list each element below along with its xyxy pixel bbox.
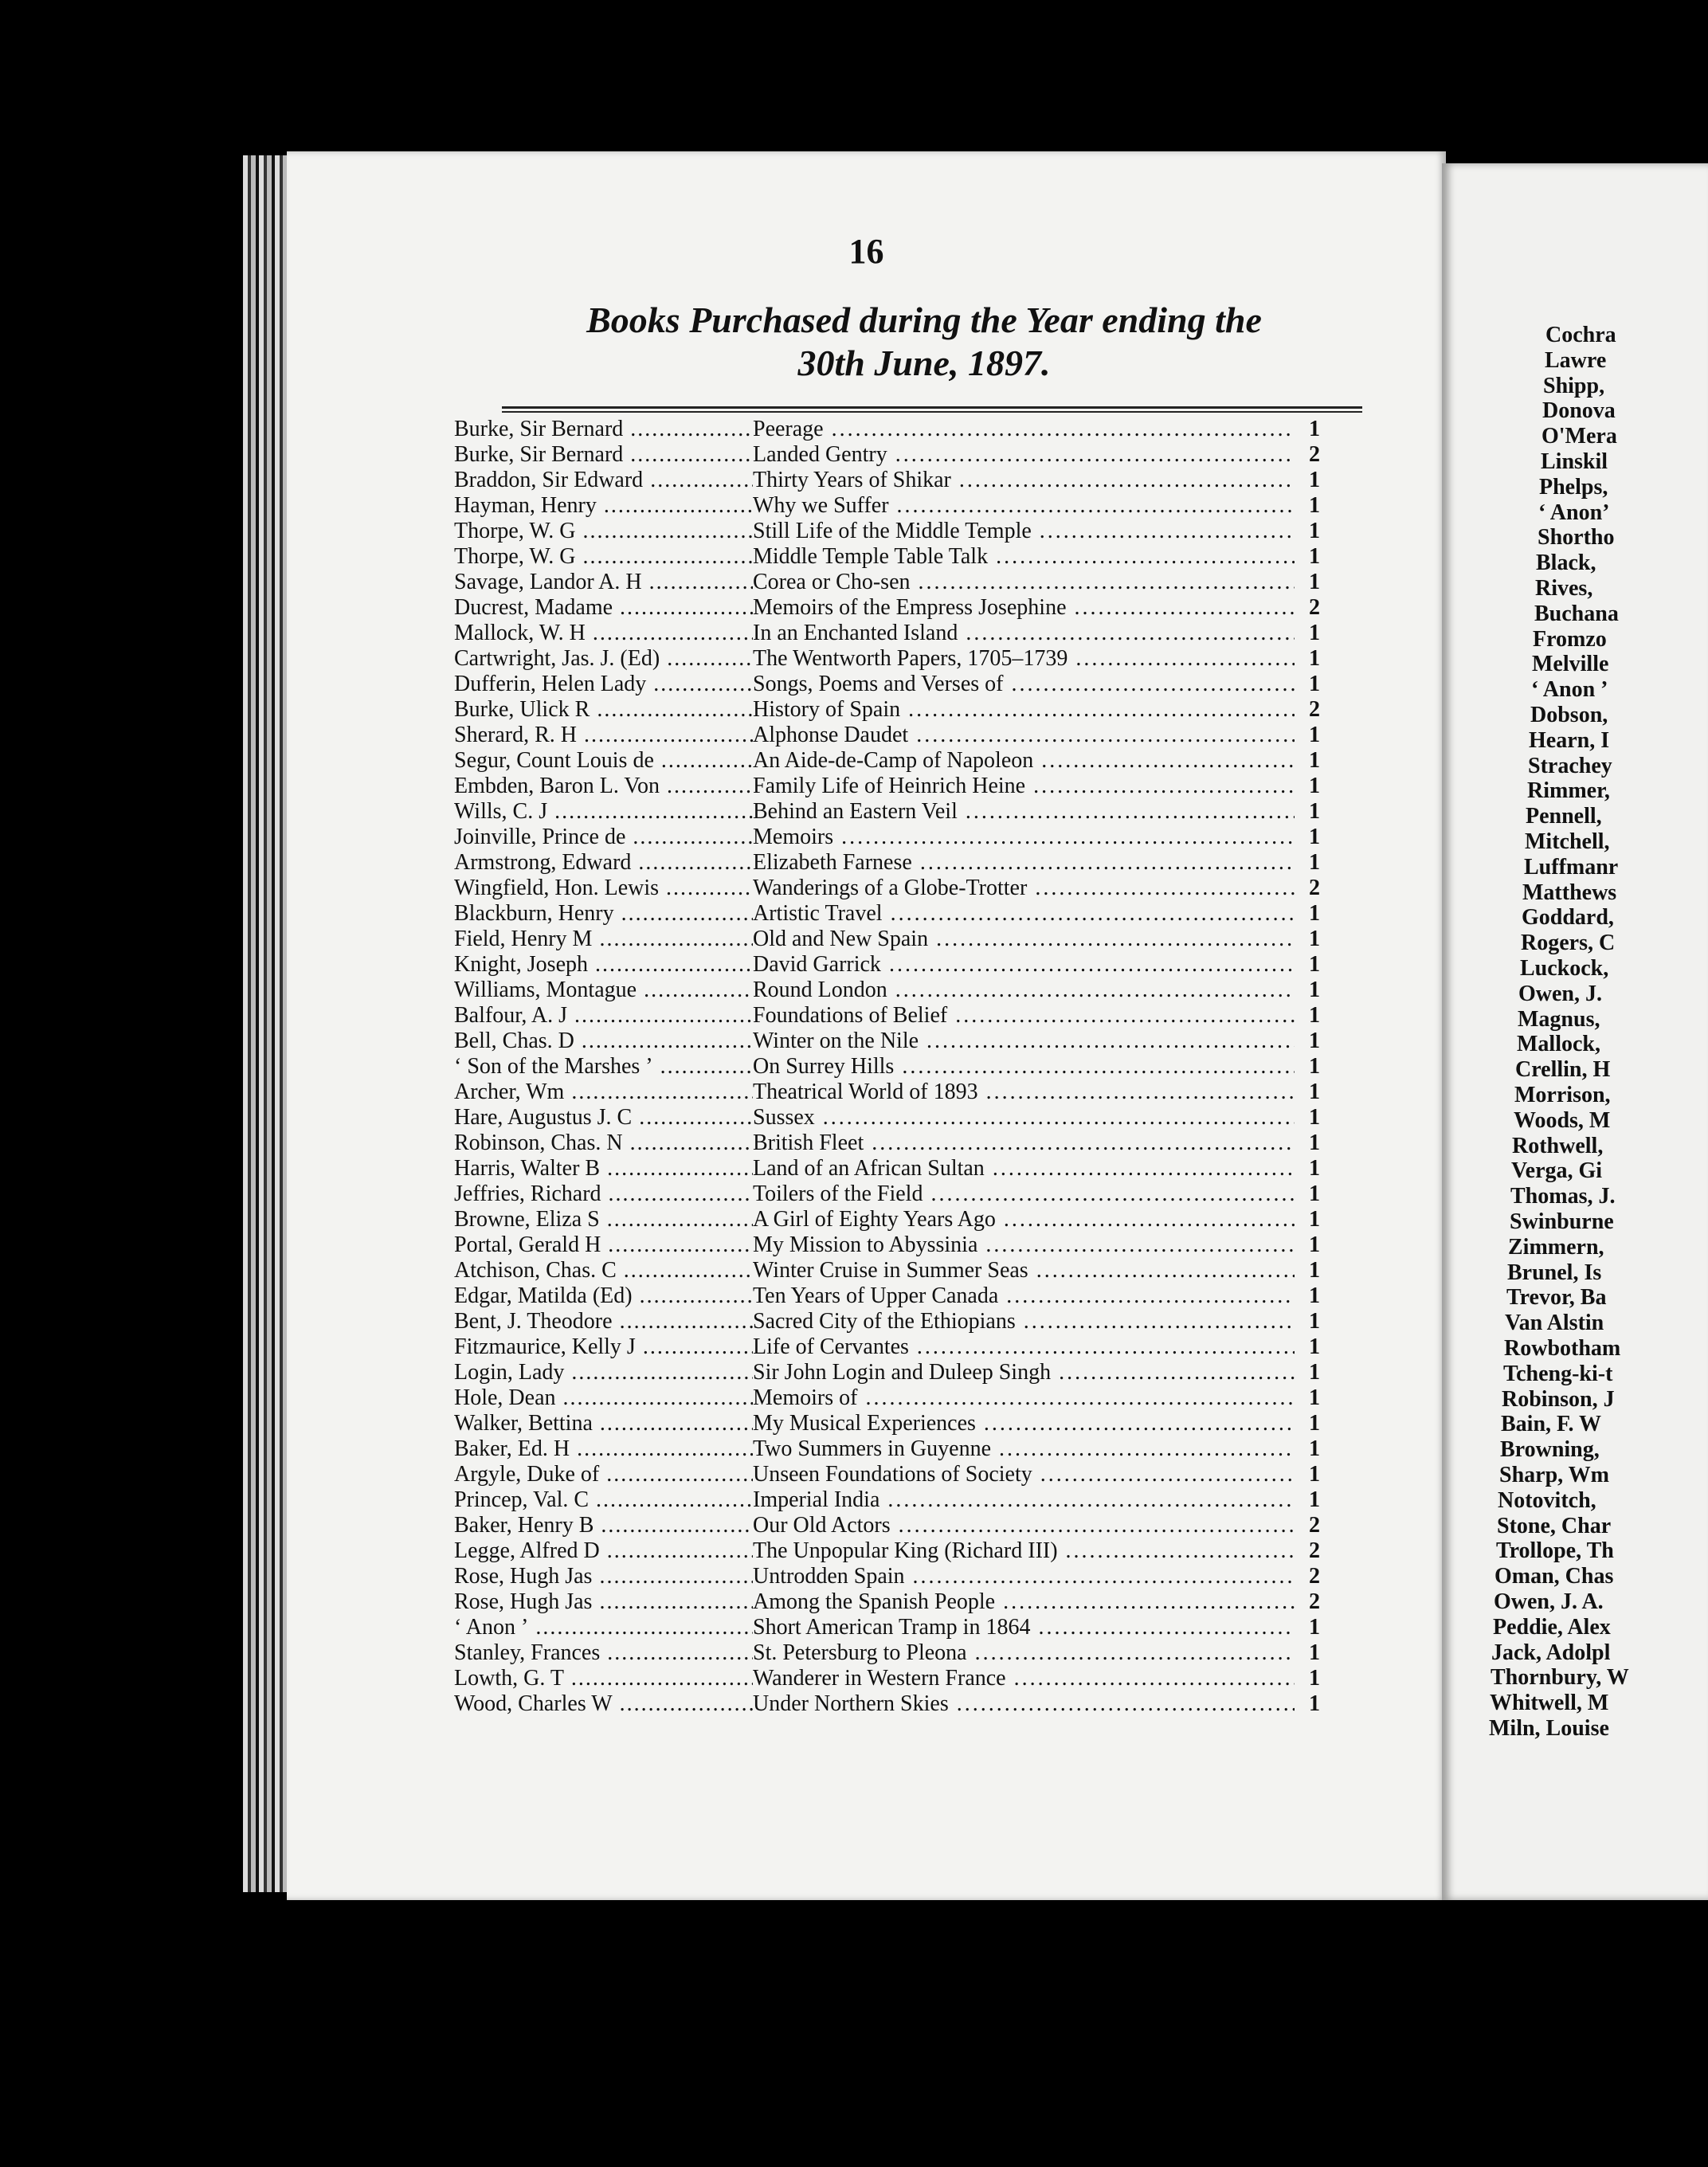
entry-author: Browne, Eliza S ..... [454, 1207, 753, 1232]
entry-count: 2 [1309, 1513, 1320, 1538]
book-entry [454, 1691, 1378, 1717]
book-entry [454, 1283, 1378, 1309]
entry-title: On Surrey Hills ..... [753, 1054, 1295, 1080]
entry-title: Sir John Login and Duleep Singh ..... [753, 1360, 1295, 1385]
entry-title: Songs, Poems and Verses of ..... [753, 672, 1295, 697]
entry-author: Bell, Chas. D ..... [454, 1029, 753, 1054]
entry-count: 1 [1309, 1487, 1320, 1512]
entry-title: An Aide-de-Camp of Napoleon ..... [753, 748, 1295, 774]
entry-title: Alphonse Daudet ..... [753, 723, 1295, 748]
right-page-entry: Pennell, [1526, 804, 1602, 829]
right-page-entry: Notovitch, [1498, 1487, 1596, 1513]
entry-author: Segur, Count Louis de ..... [454, 748, 753, 774]
entry-title: Our Old Actors ..... [753, 1513, 1295, 1538]
book-entry [454, 1666, 1378, 1691]
entry-count: 1 [1309, 1181, 1320, 1206]
entry-author: Burke, Sir Bernard ..... [454, 442, 753, 468]
entry-count: 1 [1309, 748, 1320, 773]
entry-title: Sacred City of the Ethiopians ..... [753, 1309, 1295, 1334]
entry-author: Stanley, Frances ..... [454, 1640, 753, 1666]
right-page-entry: Fromzo [1533, 626, 1607, 652]
entry-count: 1 [1309, 1462, 1320, 1487]
entry-author: Harris, Walter B ..... [454, 1156, 753, 1181]
right-page-entry: Phelps, [1539, 474, 1608, 500]
entry-title: Elizabeth Farnese ..... [753, 850, 1295, 876]
entry-title: The Unpopular King (Richard III) ..... [753, 1538, 1295, 1564]
entry-author: Fitzmaurice, Kelly J ..... [454, 1334, 753, 1360]
entry-author: Burke, Ulick R ..... [454, 697, 753, 723]
right-page-entry: Cochra [1545, 323, 1616, 347]
book-entry [454, 1334, 1378, 1360]
entry-author: Argyle, Duke of ..... [454, 1462, 753, 1487]
entry-title: Winter Cruise in Summer Seas ..... [753, 1258, 1295, 1283]
book-entry [454, 1538, 1378, 1564]
entry-author: ‘ Son of the Marshes ’ ..... [454, 1054, 753, 1080]
entry-title: Theatrical World of 1893 ..... [753, 1080, 1295, 1105]
entry-author: Balfour, A. J ..... [454, 1003, 753, 1029]
book-entry [454, 1105, 1378, 1131]
entry-author: Legge, Alfred D ..... [454, 1538, 753, 1564]
entry-count: 1 [1309, 952, 1320, 977]
entry-title: Memoirs of the Empress Josephine ..... [753, 595, 1295, 621]
right-page-entry: Jack, Adolpl [1491, 1640, 1611, 1665]
book-entry [454, 1360, 1378, 1385]
entry-title: History of Spain ..... [753, 697, 1295, 723]
entry-count: 1 [1309, 1360, 1320, 1385]
right-page-entry: Owen, J. A. [1494, 1589, 1604, 1614]
entry-author: Mallock, W. H ..... [454, 621, 753, 646]
right-page-entry: O'Mera [1542, 424, 1617, 449]
book-entry [454, 1029, 1378, 1054]
entry-count: 1 [1309, 927, 1320, 951]
entry-count: 1 [1309, 1105, 1320, 1130]
entry-count: 1 [1309, 1640, 1320, 1665]
book-entry [454, 927, 1378, 952]
right-page-entry: Stone, Char [1497, 1513, 1612, 1538]
book-entry [454, 442, 1378, 468]
entry-count: 1 [1309, 1054, 1320, 1079]
entry-author: Dufferin, Helen Lady ..... [454, 672, 753, 697]
book-entry [454, 799, 1378, 825]
book-entry [454, 1232, 1378, 1258]
right-page-entry: Brunel, Is [1507, 1260, 1602, 1285]
entry-title: My Mission to Abyssinia ..... [753, 1232, 1295, 1258]
entry-count: 2 [1309, 442, 1320, 467]
entry-title: Still Life of the Middle Temple ..... [753, 519, 1295, 544]
entry-title: Winter on the Nile ..... [753, 1029, 1295, 1054]
entry-count: 1 [1309, 621, 1320, 645]
entry-author: Wood, Charles W ..... [454, 1691, 753, 1717]
page-title [486, 299, 1362, 385]
entry-count: 1 [1309, 1029, 1320, 1053]
entry-count: 2 [1309, 595, 1320, 620]
entry-count: 1 [1309, 493, 1320, 518]
right-page-entry: Linskil [1541, 449, 1608, 474]
entry-count: 1 [1309, 1156, 1320, 1181]
right-page-entry: Robinson, J [1502, 1386, 1615, 1412]
entry-title: Family Life of Heinrich Heine ..... [753, 774, 1295, 799]
entry-author: Login, Lady ..... [454, 1360, 753, 1385]
entry-title: In an Enchanted Island ..... [753, 621, 1295, 646]
book-entry [454, 876, 1378, 901]
entry-count: 1 [1309, 1258, 1320, 1283]
right-page [1442, 163, 1708, 1900]
right-page-entry: Trollope, Th [1496, 1538, 1614, 1564]
entry-title: Corea or Cho-sen ..... [753, 570, 1295, 595]
entry-count: 1 [1309, 1385, 1320, 1410]
entry-count: 1 [1309, 417, 1320, 441]
entry-author: Rose, Hugh Jas ..... [454, 1564, 753, 1589]
entry-count: 1 [1309, 1080, 1320, 1104]
book-entry [454, 1513, 1378, 1538]
entry-title: Imperial India ..... [753, 1487, 1295, 1513]
entry-count: 1 [1309, 1436, 1320, 1461]
right-page-entry: Swinburne [1510, 1209, 1614, 1234]
entry-author: Savage, Landor A. H ..... [454, 570, 753, 595]
entry-author: Field, Henry M ..... [454, 927, 753, 952]
book-entry [454, 1131, 1378, 1156]
entry-count: 2 [1309, 1538, 1320, 1563]
entry-author: Sherard, R. H ..... [454, 723, 753, 748]
right-page-entry: Sharp, Wm [1499, 1463, 1609, 1487]
book-entry [454, 468, 1378, 493]
right-page-entry: Shipp, [1543, 373, 1605, 398]
right-page-entry: Woods, M [1514, 1107, 1611, 1133]
entry-count: 1 [1309, 519, 1320, 543]
book-entry [454, 748, 1378, 774]
entry-count: 1 [1309, 570, 1320, 594]
entry-count: 1 [1309, 1666, 1320, 1691]
right-page-entry: Bain, F. W [1501, 1412, 1602, 1437]
entry-author: Hayman, Henry ..... [454, 493, 753, 519]
entry-title: Artistic Travel ..... [753, 901, 1295, 927]
right-page-entry: Rothwell, [1512, 1133, 1604, 1158]
entry-count: 1 [1309, 544, 1320, 569]
right-page-entry: Luckock, [1520, 956, 1609, 981]
book-binding [243, 155, 291, 1892]
right-page-entry: Miln, Louise [1489, 1716, 1609, 1741]
entry-author: Blackburn, Henry ..... [454, 901, 753, 927]
right-page-entry: Thomas, J. [1510, 1184, 1616, 1209]
entry-count: 1 [1309, 1334, 1320, 1359]
book-entry [454, 646, 1378, 672]
book-entry [454, 1003, 1378, 1029]
book-entry [454, 697, 1378, 723]
entry-author: Burke, Sir Bernard ..... [454, 417, 753, 442]
book-entry [454, 1385, 1378, 1411]
entry-title: Life of Cervantes ..... [753, 1334, 1295, 1360]
entry-count: 1 [1309, 1691, 1320, 1716]
entry-count: 1 [1309, 799, 1320, 824]
right-page-entry: Melville [1532, 652, 1609, 677]
entry-title: British Fleet ..... [753, 1131, 1295, 1156]
entry-title: Toilers of the Field ..... [753, 1181, 1295, 1207]
book-entry [454, 493, 1378, 519]
entry-count: 1 [1309, 774, 1320, 798]
entry-author: Atchison, Chas. C ..... [454, 1258, 753, 1283]
right-page-entry: Goddard, [1522, 905, 1614, 931]
entry-title: Two Summers in Guyenne ..... [753, 1436, 1295, 1462]
entry-title: Wanderings of a Globe-Trotter ..... [753, 876, 1295, 901]
entry-count: 1 [1309, 1615, 1320, 1640]
entry-author: Williams, Montague ..... [454, 978, 753, 1003]
entry-author: Wingfield, Hon. Lewis ..... [454, 876, 753, 901]
entry-count: 1 [1309, 850, 1320, 875]
entry-title: The Wentworth Papers, 1705–1739 ..... [753, 646, 1295, 672]
right-page-entry: Zimmern, [1508, 1234, 1604, 1260]
right-page-entry: ‘ Anon ’ [1531, 677, 1608, 703]
right-page-entry: Rogers, C [1521, 931, 1616, 956]
entry-count: 1 [1309, 1232, 1320, 1257]
entry-author: Hole, Dean ..... [454, 1385, 753, 1411]
entry-title: St. Petersburg to Pleona ..... [753, 1640, 1295, 1666]
entry-author: Baker, Ed. H ..... [454, 1436, 753, 1462]
entry-title: Among the Spanish People ..... [753, 1589, 1295, 1615]
right-page-entry: Trevor, Ba [1506, 1285, 1607, 1311]
entry-title: Land of an African Sultan ..... [753, 1156, 1295, 1181]
entry-author: Rose, Hugh Jas ..... [454, 1589, 753, 1615]
entry-author: Armstrong, Edward ..... [454, 850, 753, 876]
book-entry [454, 723, 1378, 748]
entry-title: Ten Years of Upper Canada ..... [753, 1283, 1295, 1309]
entry-count: 1 [1309, 646, 1320, 671]
right-page-entry: Donova [1542, 398, 1616, 424]
entry-title: A Girl of Eighty Years Ago ..... [753, 1207, 1295, 1232]
entry-title: Wanderer in Western France ..... [753, 1666, 1295, 1691]
entry-author: Bent, J. Theodore ..... [454, 1309, 753, 1334]
entry-count: 1 [1309, 468, 1320, 492]
right-page-entry: Lawre [1545, 347, 1607, 373]
right-page-entry: Luffmanr [1524, 854, 1619, 880]
title-line-1: Books Purchased during the Year ending the [586, 300, 1262, 340]
entry-count: 1 [1309, 1309, 1320, 1334]
right-page-entry: Strachey [1528, 753, 1612, 778]
right-page-entry: Matthews [1522, 880, 1617, 905]
book-entry [454, 621, 1378, 646]
page-number: 16 [848, 232, 884, 271]
entry-author: Archer, Wm ..... [454, 1080, 753, 1105]
entry-title: Landed Gentry ..... [753, 442, 1295, 468]
entry-title: Peerage ..... [753, 417, 1295, 442]
entry-title: Sussex ..... [753, 1105, 1295, 1131]
entry-author: Princep, Val. C ..... [454, 1487, 753, 1513]
right-page-entry: Rives, [1535, 576, 1593, 601]
book-entry [454, 1309, 1378, 1334]
entry-count: 1 [1309, 672, 1320, 696]
entry-title: Behind an Eastern Veil ..... [753, 799, 1295, 825]
book-entry [454, 850, 1378, 876]
entry-title: Under Northern Skies ..... [753, 1691, 1295, 1717]
book-entry [454, 1589, 1378, 1615]
right-page-entry: Magnus, [1518, 1006, 1600, 1032]
right-page-entry: Rowbotham [1504, 1336, 1621, 1361]
entry-count: 1 [1309, 978, 1320, 1002]
right-page-entry: Peddie, Alex [1493, 1614, 1611, 1640]
right-page-entry: Buchana [1534, 601, 1619, 626]
right-page-entry: Browning, [1500, 1437, 1600, 1463]
right-page-entry: Dobson, [1530, 703, 1608, 727]
right-page-entry: Mitchell, [1525, 829, 1610, 854]
book-entry [454, 1054, 1378, 1080]
entry-author: Wills, C. J ..... [454, 799, 753, 825]
entry-count: 1 [1309, 825, 1320, 849]
entry-count: 1 [1309, 901, 1320, 926]
book-entry [454, 978, 1378, 1003]
entry-count: 1 [1309, 1283, 1320, 1308]
book-entry [454, 1181, 1378, 1207]
right-page-entry: Hearn, I [1529, 727, 1610, 753]
book-entry [454, 1436, 1378, 1462]
entry-count: 2 [1309, 697, 1320, 722]
right-page-entry: Morrison, [1514, 1083, 1611, 1107]
book-entry [454, 1640, 1378, 1666]
right-page-entry: Oman, Chas [1494, 1564, 1614, 1589]
entry-author: Edgar, Matilda (Ed) ..... [454, 1283, 753, 1309]
entry-author: Robinson, Chas. N ..... [454, 1131, 753, 1156]
entry-count: 2 [1309, 1564, 1320, 1589]
entry-author: ‘ Anon ’ ..... [454, 1615, 753, 1640]
book-entry [454, 1258, 1378, 1283]
entry-title: My Musical Experiences ..... [753, 1411, 1295, 1436]
book-entry [454, 1615, 1378, 1640]
entry-author: Ducrest, Madame ..... [454, 595, 753, 621]
entry-count: 2 [1309, 876, 1320, 900]
book-entry [454, 1207, 1378, 1232]
entry-title: Foundations of Belief ..... [753, 1003, 1295, 1029]
entry-count: 2 [1309, 1589, 1320, 1614]
entry-author: Walker, Bettina ..... [454, 1411, 753, 1436]
entry-author: Thorpe, W. G ..... [454, 544, 753, 570]
right-page-entry: Rimmer, [1527, 778, 1610, 804]
book-entry [454, 952, 1378, 978]
entry-title: Middle Temple Table Talk ..... [753, 544, 1295, 570]
entry-count: 1 [1309, 1003, 1320, 1028]
entry-count: 1 [1309, 1411, 1320, 1436]
entry-author: Braddon, Sir Edward ..... [454, 468, 753, 493]
book-entry [454, 774, 1378, 799]
title-rule [502, 406, 1362, 413]
entry-author: Embden, Baron L. Von ..... [454, 774, 753, 799]
entry-author: Thorpe, W. G ..... [454, 519, 753, 544]
book-entry [454, 1080, 1378, 1105]
entry-title: Memoirs of ..... [753, 1385, 1295, 1411]
right-page-entry: Owen, J. [1518, 981, 1602, 1006]
entry-title: Old and New Spain ..... [753, 927, 1295, 952]
right-page-entry: Thornbury, W [1491, 1665, 1629, 1691]
book-entry [454, 544, 1378, 570]
book-entry [454, 519, 1378, 544]
right-page-entry: Shortho [1538, 525, 1615, 551]
entry-title: Untrodden Spain ..... [753, 1564, 1295, 1589]
right-page-entry: Van Alstin [1505, 1311, 1604, 1336]
left-page [287, 151, 1446, 1900]
entry-title: David Garrick ..... [753, 952, 1295, 978]
book-entry [454, 825, 1378, 850]
entry-title: Thirty Years of Shikar ..... [753, 468, 1295, 493]
entry-author: Cartwright, Jas. J. (Ed) ..... [454, 646, 753, 672]
entry-author: Knight, Joseph ..... [454, 952, 753, 978]
entry-count: 1 [1309, 1207, 1320, 1232]
book-entry [454, 901, 1378, 927]
right-page-entry: Black, [1536, 551, 1596, 576]
book-entry [454, 417, 1378, 442]
entry-author: Portal, Gerald H ..... [454, 1232, 753, 1258]
book-entry [454, 1462, 1378, 1487]
right-page-entry: Whitwell, M [1490, 1691, 1609, 1716]
right-page-entry: ‘ Anon’ [1538, 500, 1610, 525]
book-entry [454, 1487, 1378, 1513]
right-page-entry: Verga, Gi [1511, 1158, 1603, 1184]
right-page-entry: Mallock, [1517, 1032, 1600, 1057]
book-entry [454, 1564, 1378, 1589]
right-page-entry: Crellin, H [1515, 1057, 1611, 1083]
entry-title: Round London ..... [753, 978, 1295, 1003]
entry-author: Baker, Henry B ..... [454, 1513, 753, 1538]
right-page-entry: Tcheng-ki-t [1503, 1361, 1613, 1386]
book-entry [454, 1156, 1378, 1181]
book-entry [454, 1411, 1378, 1436]
book-entry [454, 570, 1378, 595]
entry-title: Unseen Foundations of Society ..... [753, 1462, 1295, 1487]
book-list [454, 417, 1378, 1717]
book-entry [454, 595, 1378, 621]
entry-title: Memoirs ..... [753, 825, 1295, 850]
entry-author: Hare, Augustus J. C ..... [454, 1105, 753, 1131]
entry-author: Joinville, Prince de ..... [454, 825, 753, 850]
entry-author: Jeffries, Richard ..... [454, 1181, 753, 1207]
title-line-2: 30th June, 1897. [797, 343, 1051, 383]
entry-title: Why we Suffer ..... [753, 493, 1295, 519]
entry-title: Short American Tramp in 1864 ..... [753, 1615, 1295, 1640]
entry-count: 1 [1309, 1131, 1320, 1155]
entry-count: 1 [1309, 723, 1320, 747]
book-entry [454, 672, 1378, 697]
entry-author: Lowth, G. T ..... [454, 1666, 753, 1691]
